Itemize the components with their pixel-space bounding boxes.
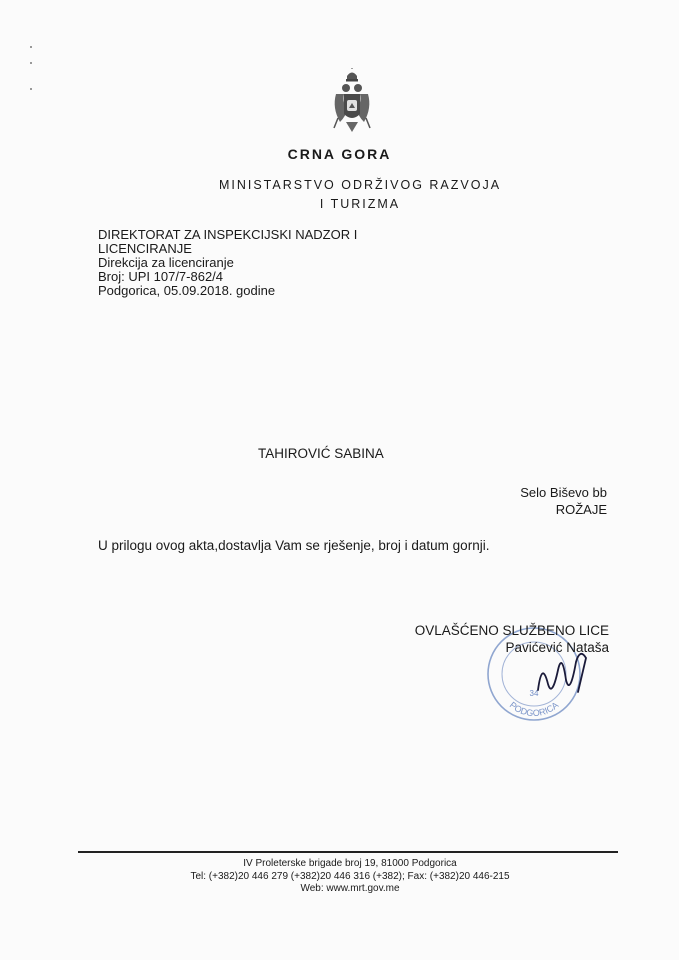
directorate-line: LICENCIRANJE [98,241,192,256]
directorate-line: DIREKTORAT ZA INSPEKCIJSKI NADZOR I [98,227,358,242]
coat-of-arms-icon [330,68,374,138]
footer [160,858,540,896]
footer-contact: Tel: (+382)20 446 279 (+382)20 446 316 (+382); Fax: (+382)20 446-215 [190,870,510,882]
address-line: ROŽAJE [555,502,607,517]
department-name: Direkcija za licenciranje [98,255,234,270]
signatory-name: Pavićević Nataša [505,640,609,655]
issuer-block [98,228,418,298]
margin-mark [30,62,32,64]
footer-web: Web: www.mrt.gov.me [300,883,400,894]
footer-address: IV Proleterske brigade broj 19, 81000 Podgorica [243,858,457,869]
margin-mark [30,88,32,90]
recipient-address [520,484,607,518]
place-and-date: Podgorica, 05.09.2018. godine [98,283,276,298]
country-name: CRNA GORA [287,146,392,162]
stamp-city: PODGORICA [507,699,561,719]
address-line: Selo Biševo bb [520,485,607,500]
stamp-number: 34 [529,689,539,698]
footer-divider [78,851,618,853]
ministry-line: I TURIZMA [319,197,401,211]
ministry-name [180,176,540,214]
body-text: U prilogu ovog akta,dostavlja Vam se rješenje, broj i datum gornji. [98,538,490,553]
ministry-line: MINISTARSTVO ODRŽIVOG RAZVOJA [218,178,502,192]
signatory-title: OVLAŠĆENO SLUŽBENO LICE [414,623,609,638]
signature-block [415,622,609,656]
margin-mark [30,46,32,48]
recipient-name: TAHIROVIĆ SABINA [258,446,384,461]
reference-number: Broj: UPI 107/7-862/4 [98,269,224,284]
